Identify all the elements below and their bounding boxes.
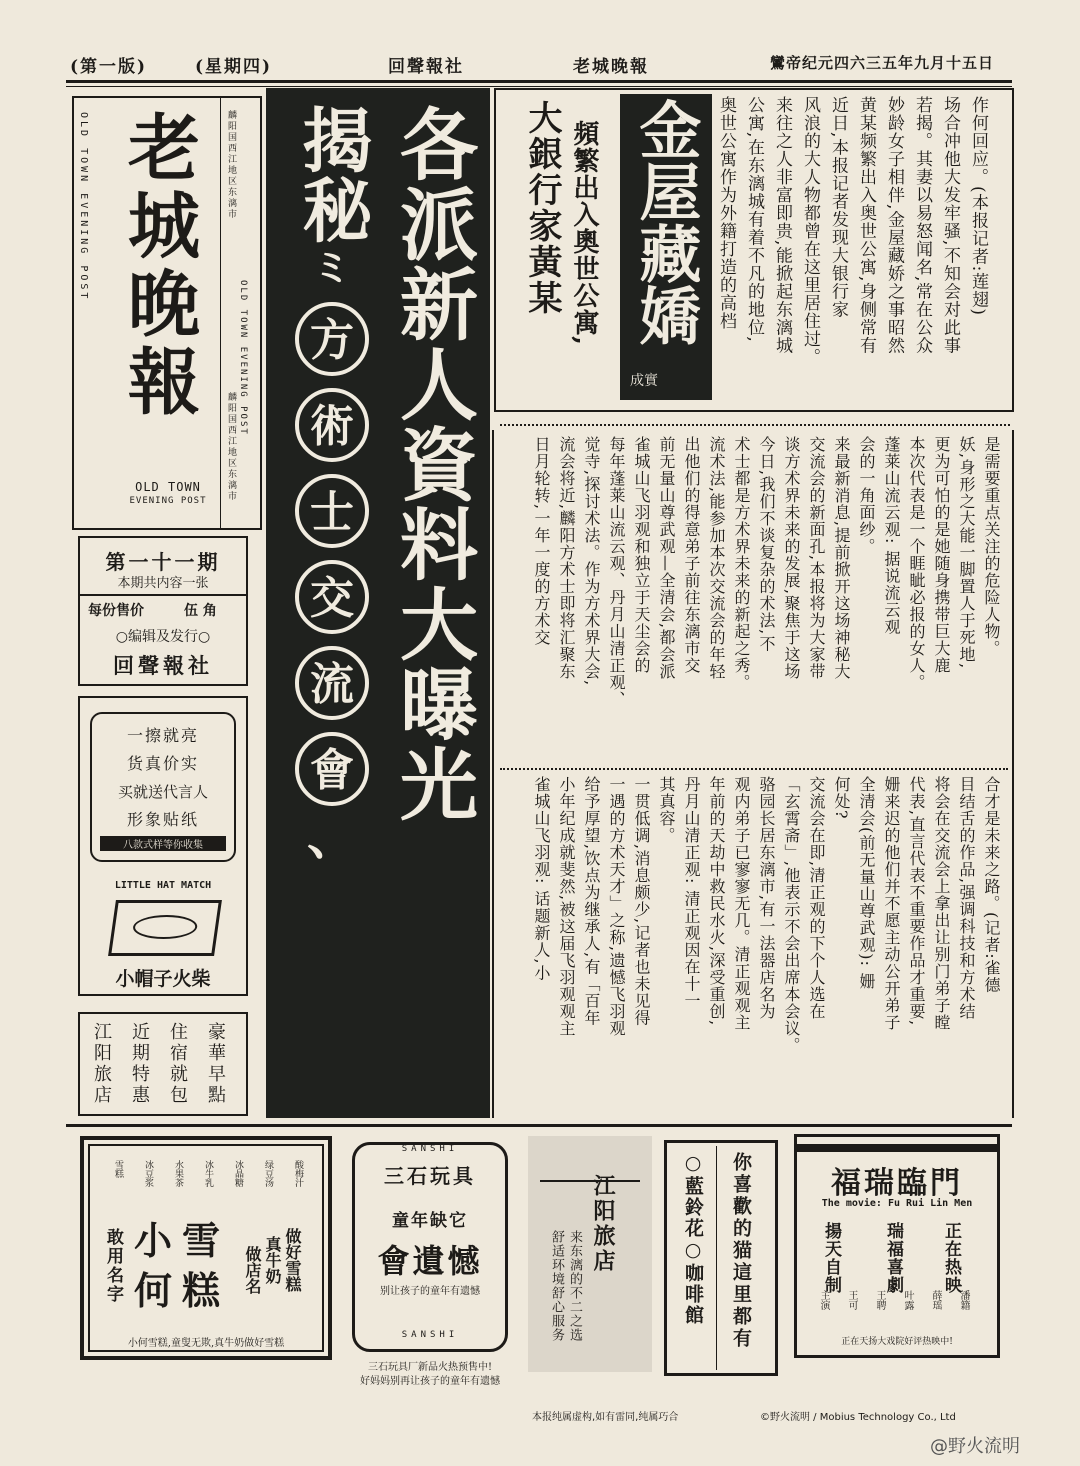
ads-top-rule [66, 1124, 1012, 1127]
mid-dotted-rule [500, 424, 1010, 426]
article-column: 更为可怕的是她随身携带巨大鹿 [932, 436, 951, 674]
weekday-label: (星期四) [195, 57, 273, 77]
main-headline-prefix: 揭秘 [291, 104, 374, 244]
xuegao-right-2: 真牛奶 [263, 1236, 282, 1284]
flavor-label: 雪糕 [113, 1160, 123, 1178]
article-column: 其真容。 [657, 776, 676, 844]
flavor-label: 冰晶糖 [233, 1160, 243, 1187]
article-column: 若揭。其妻以易怒闻名,常在公众 [912, 96, 932, 355]
toys-footer-1: 三石玩具厂新品火热预售中! [367, 1362, 493, 1373]
issue-number: 第一十一期 [105, 550, 221, 574]
flavor-label: 酸梅汁 [293, 1160, 303, 1187]
header-rule [66, 80, 1012, 83]
xuegao-right-3: 做店名 [243, 1246, 262, 1294]
article-column: 前无量山尊武观—全清会,都会派 [657, 436, 676, 681]
main-headline-mark: ミ [312, 245, 351, 290]
circled-char: 方 [295, 302, 369, 376]
article-column: 今日,我们不谈复杂的术法,不 [757, 436, 776, 653]
toys-big: 會遺憾 [377, 1242, 483, 1280]
small-ad-special: 近期特惠 [129, 1022, 150, 1106]
masthead-divider [220, 98, 221, 528]
publisher-label: 回聲報社 [388, 57, 464, 77]
issue-rule [80, 594, 246, 596]
article-column: 雀城山飞羽观: 话题新人,小 [532, 776, 551, 982]
circled-char: 交 [295, 560, 369, 634]
circled-char: 術 [295, 388, 369, 462]
movie-ad-bar [796, 1144, 998, 1152]
flavor-label: 水果茶 [173, 1160, 183, 1187]
masthead-side-left: OLD TOWN EVENING POST [78, 112, 89, 302]
xuegao-big-line1: 小雪 [134, 1218, 231, 1263]
circled-char: 會 [295, 732, 369, 806]
xuegao-footer: 小何雪糕,童叟无欺,真牛奶做好雪糕 [127, 1338, 285, 1349]
main-article-divider [500, 768, 1008, 770]
price-value: 伍 角 [184, 603, 217, 619]
match-ad-line-4: 形象贴纸 [126, 810, 199, 829]
article-column: 场合冲他大发牢骚,不知会对此事 [940, 96, 960, 355]
article-column: 术士都是方术界未来的新起之秀。 [732, 436, 751, 691]
main-left-rule [492, 430, 494, 1118]
article-column: 近日,本报记者发现大银行家 [828, 96, 848, 319]
main-headline-line2 [284, 104, 380, 866]
toys-sub: 童年缺它 [392, 1211, 468, 1231]
small-ad-breakfast: 豪華早點 [205, 1022, 226, 1106]
masthead-english-2: EVENING POST [129, 496, 207, 506]
masthead-side-right-mid: OLD TOWN EVENING POST [238, 280, 248, 436]
article-column: 代表,直言代表不重要作品才重要, [907, 776, 926, 1027]
toys-name: 三石玩具 [384, 1164, 476, 1188]
cast-name: 王可 [846, 1290, 857, 1310]
article-column: 是需要重点关注的危险人物。 [982, 436, 1001, 657]
header-rule-thin [66, 86, 1012, 87]
footer-disclaimer: 本报纯属虚构,如有雷同,纯属巧合 [532, 1412, 679, 1423]
match-ad-note: 八款式样等你收集 [100, 836, 226, 851]
circled-char: 流 [295, 646, 369, 720]
footer-copyright: ©野火流明 / Mobius Technology Co., Ltd [760, 1412, 956, 1423]
flavor-label: 绿豆汤 [263, 1160, 273, 1187]
movie-subtitle: The movie: Fu Rui Lin Men [821, 1198, 973, 1209]
masthead-side-right-top: 麟阳国西江地区东漓市 [226, 110, 236, 220]
editor-label: ○编辑及发行○ [115, 629, 211, 645]
match-brand-cn: 小帽子火柴 [115, 968, 211, 990]
main-right-rule [1012, 430, 1014, 1118]
article-column: 本次代表是一个睚眦必报的女人。 [907, 436, 926, 691]
cast-name: 潘籍 [958, 1290, 969, 1310]
match-ad-line-2: 货真价实 [126, 754, 199, 773]
xuegao-left-text: 敢用名字 [103, 1228, 123, 1304]
article-column: 风浪的大人物都曾在这里居住过。 [800, 96, 820, 366]
cast-name: 主演 [818, 1290, 829, 1310]
gold-house-title: 金屋藏嬌 [629, 98, 702, 346]
movie-col-producer: 揚天自制 [821, 1222, 841, 1294]
article-column: 奥世公寓作为外籍打造的高档 [716, 96, 736, 330]
footer-watermark: @野火流明 [930, 1436, 1020, 1457]
article-column: 来最新消息,提前掀开这场神秘大 [832, 436, 851, 681]
article-column: 将会在交流会上拿出让别门弟子瞠 [932, 776, 951, 1031]
cast-name: 叶露 [902, 1290, 913, 1310]
edition-label: (第一版) [70, 57, 148, 77]
hotel-line-2: 舒适环境舒心服务 [549, 1230, 564, 1342]
article-column: 目结舌的作品,强调科技和方术结 [957, 776, 976, 1021]
masthead-english-1: OLD TOWN [135, 480, 201, 494]
article-column: 谈方术界未来的发展,聚焦于这场 [782, 436, 801, 681]
article-column: 作何回应。(本报记者:莲翅) [968, 96, 988, 316]
article-column: 合才是未来之路。(记者:雀德 [982, 776, 1001, 994]
movie-col-showing: 正在热映 [941, 1222, 961, 1294]
editor-name: 回聲報社 [113, 653, 213, 678]
price-label: 每份售价 [88, 603, 144, 619]
movie-footer: 正在天扬大戏院好评热映中! [841, 1337, 953, 1347]
article-column: 全清会(前无量山尊武观): 姗 [857, 776, 876, 990]
toys-bottom-en: SANSHI [401, 1330, 459, 1340]
paper-name-label: 老城晚報 [573, 57, 649, 77]
cast-name: 薛瑶 [930, 1290, 941, 1310]
article-column: 日月轮转,一年一度的方术交 [532, 436, 551, 647]
flavor-label: 冰牛乳 [203, 1160, 213, 1187]
article-column: 每年蓬莱山流云观、丹月山清正观、 [607, 436, 626, 708]
article-column: 公寓,在东漓城有着不凡的地位, [744, 96, 764, 343]
xuegao-big [134, 1216, 230, 1316]
article-column: 来往之人非富即贵,能掀起东漓城 [772, 96, 792, 355]
article-column: 小年纪成就斐然,被这届飞羽观观主 [557, 776, 576, 1038]
gold-house-sub1: 大銀行家黃某 [522, 100, 562, 316]
article-column: 出他们的得意弟子前往东漓市交 [682, 436, 701, 674]
movie-col-genre: 瑞福喜劇 [883, 1222, 903, 1294]
circled-chars [284, 296, 380, 812]
main-headline-line1: 各派新人資料大曝光 [387, 104, 478, 824]
article-column: 一贯低调,消息颇少,记者也未见得 [632, 776, 651, 1027]
article-column: 何处? [832, 776, 851, 820]
article-column: 妖,身形之大能一脚置人于死地, [957, 436, 976, 670]
article-column: 流会将近,麟阳方术士即将汇聚东 [557, 436, 576, 681]
hotel-line-1: 来东漓的不二之选 [567, 1230, 582, 1342]
circled-char: 士 [295, 474, 369, 548]
hotel-name: 江阳旅店 [590, 1174, 616, 1274]
issue-content-note: 本期共内容一张 [117, 576, 209, 591]
gold-house-sub2: 頻繁出入奧世公寓, [569, 120, 599, 347]
cafe-text: 你喜歡的猫這里都有 [730, 1152, 752, 1350]
toys-footer-2: 好妈妈别再让孩子的童年有遗憾 [360, 1376, 500, 1387]
match-ad-line-3: 买就送代言人 [117, 783, 208, 801]
cast-name: 王聘 [874, 1290, 885, 1310]
matchbox-icon [108, 900, 222, 956]
toys-top-en: SANSHI [401, 1144, 459, 1154]
article-column: 会的一角面纱。 [857, 436, 876, 555]
main-headline-tail: 、 [307, 807, 357, 866]
article-column: 一遇的方术天才」之称,遗憾飞羽观 [607, 776, 626, 1038]
article-column: 交流会在即,清正观的下个人选在 [807, 776, 826, 1021]
article-column: 流术法,能参加本次交流会的年轻 [707, 436, 726, 681]
article-column: 骆园长居东漓市,有一法器店名为 [757, 776, 776, 1021]
masthead-title: 老城晚報 [116, 110, 201, 422]
movie-title: 福瑞臨門 [831, 1166, 963, 1201]
article-column: 交流会的新面孔,本报将为大家带 [807, 436, 826, 681]
article-column: 蓬莱山流云观: 据说流云观 [882, 436, 901, 636]
article-column: 妙龄女子相伴,金屋藏娇之事昭然 [884, 96, 904, 355]
match-ad-line-1: 一擦就亮 [126, 726, 199, 745]
article-column: 觉寺,探讨术法。作为方术界大会, [582, 436, 601, 687]
article-column: 丹月山清正观: 清正观因在十一 [682, 776, 701, 1010]
xuegao-right-1: 做好雪糕 [283, 1228, 302, 1292]
gold-house-suffix: 成實 [630, 373, 658, 389]
xuegao-big-line2: 何糕 [134, 1268, 231, 1313]
article-column: 给予厚望,饮点为继承人,有「百年 [582, 776, 601, 1027]
cafe-divider [716, 1146, 717, 1370]
article-column: 年前的天劫中救民水火,深受重创, [707, 776, 726, 1027]
flavor-label: 冰豆浆 [143, 1160, 153, 1187]
article-column: 「玄霄斋」,他表示不会出席本会议。 [782, 776, 801, 1055]
issue-date: 鸞帝纪元四六三五年九月十五日 [770, 54, 995, 72]
article-column: 黄某频繁出入奥世公寓,身侧常有 [856, 96, 876, 355]
article-column: 雀城山飞羽观和独立于天尘会的 [632, 436, 651, 674]
article-column: 观内弟子已寥寥无几。清正观观主 [732, 776, 751, 1031]
small-ad-hotel: 江阳旅店 [91, 1022, 112, 1106]
cafe-name: ○藍鈴花○咖啡館 [682, 1152, 704, 1326]
small-ad-lodging: 住宿就包 [167, 1022, 188, 1106]
match-brand-en: LITTLE HAT MATCH [114, 880, 212, 891]
masthead-side-right-bottom: 麟阳国西江地区东漓市 [226, 392, 236, 502]
article-column: 姗来迟的他们并不愿主动公开弟子 [882, 776, 901, 1031]
toys-slogan: 别让孩子的童年有遗憾 [380, 1286, 480, 1297]
